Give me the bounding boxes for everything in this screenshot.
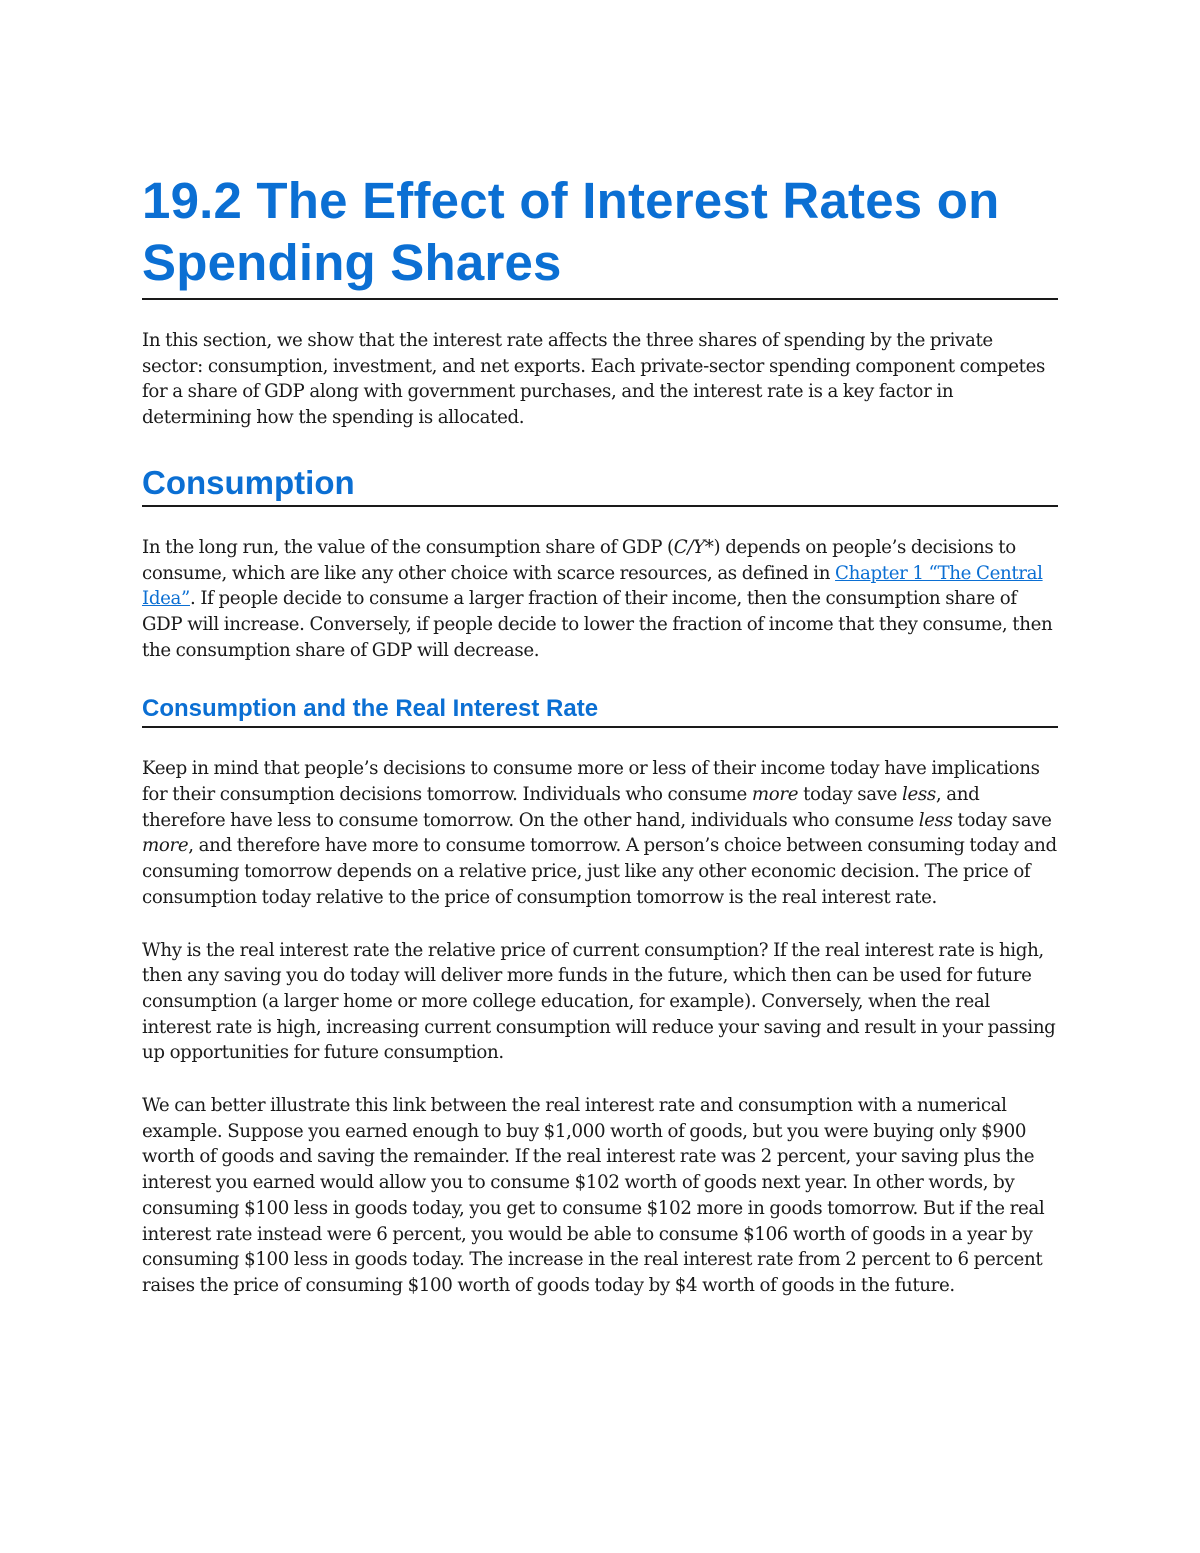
- math-expression: C/Y*: [673, 536, 714, 558]
- why-paragraph: Why is the real interest rate the relative price of current consumption? If the real interest rate is high, then any saving you do today will deliver more funds in the future, which then can be used for future consumption (a larger home or more college education, for example). Conversely, when the real interest rate is high, increasing current consumption will reduce your saving and result in your passing up opportunities for future consumption.: [142, 939, 1056, 1064]
- text-segment: today save: [952, 809, 1052, 831]
- text-segment: , and therefore have less to consume tomorrow. On the other hand, individuals who consume: [142, 784, 980, 831]
- section-heading-consumption: Consumption: [142, 463, 1058, 507]
- intro-paragraph: In this section, we show that the interest rate affects the three shares of spending by the private sector: consumption, investment, and net exports. Each private-sector spending component competes for a share of GDP along with government purchases, and the interest rate is a key factor in determining how the spending is allocated.: [142, 330, 1045, 429]
- chapter-1-link[interactable]: Chapter 1 “The Central Idea”: [142, 562, 1043, 610]
- emphasis: more: [142, 835, 189, 857]
- emphasis: less: [918, 809, 953, 831]
- keep-in-mind-paragraph: [142, 756, 1058, 910]
- consumption-paragraph: [142, 535, 1058, 664]
- numerical-example-paragraph: We can better illustrate this link between the real interest rate and consumption with a numerical example. Suppose you earned enough to buy $1,000 worth of goods, but you were buying only $900 worth of goods and saving the remainder. If the real interest rate was 2 percent, your saving plus the interest you earned would allow you to consume $102 worth of goods next year. In other words, by consuming $100 less in goods today, you get to consume $102 more in goods tomorrow. But if the real interest rate instead were 6 percent, you would be able to consume $106 worth of goods in a year by consuming $100 less in goods today. The increase in the real interest rate from 2 percent to 6 percent raises the price of consuming $100 worth of goods today by $4 worth of goods in the future.: [142, 1095, 1045, 1296]
- text-segment: . If people decide to consume a larger fraction of their income, then the consumption share of GDP will increase. Conversely, if people decide to lower the fraction of income that they consume, then the consumption share of GDP will decrease.: [142, 588, 1053, 661]
- text-segment: , and therefore have more to consume tomorrow. A person’s choice between consuming today and consuming tomorrow depends on a relative price, just like any other economic decision. The price of consumption today relative to the price of consumption tomorrow is the real interest rate.: [142, 835, 1057, 908]
- emphasis: less: [902, 784, 936, 806]
- page-title: 19.2 The Effect of Interest Rates on Spending Shares: [142, 170, 1058, 300]
- text-segment: today save: [798, 784, 903, 806]
- text-segment: In the long run, the value of the consumption share of GDP (: [142, 536, 674, 558]
- text-segment: Keep in mind that people’s decisions to consume more or less of their income today have implications for their consumption decisions tomorrow. Individuals who consume: [142, 758, 1040, 806]
- emphasis: more: [751, 784, 799, 806]
- section-heading-real-interest-rate: Consumption and the Real Interest Rate: [142, 694, 1058, 728]
- text-segment: ) depends on people’s decisions to consume, which are like any other choice with scarce resources, as defined in: [142, 536, 1016, 584]
- document-page: [142, 170, 1058, 1299]
